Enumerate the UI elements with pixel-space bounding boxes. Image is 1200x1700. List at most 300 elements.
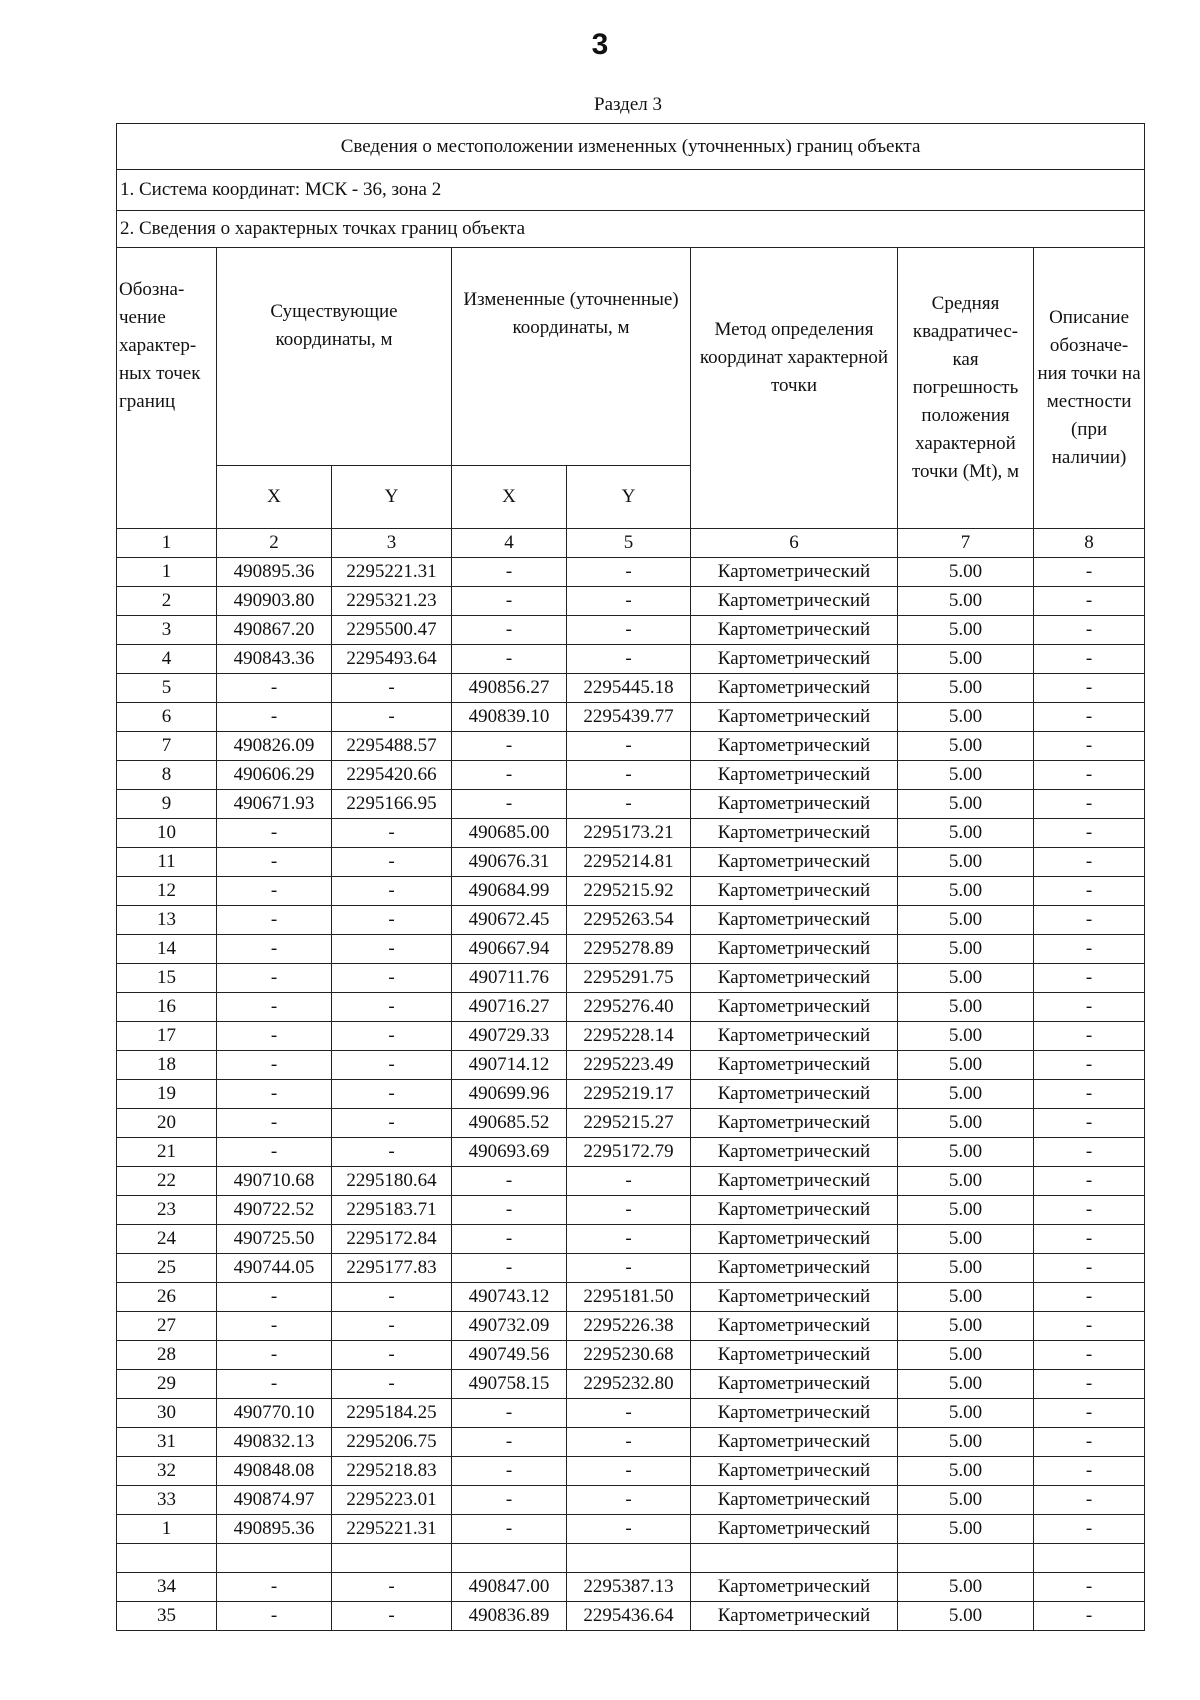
point-id-cell: 16 — [117, 993, 217, 1022]
changed-x-cell: 490667.94 — [452, 935, 567, 964]
existing-x-cell: 490671.93 — [217, 790, 332, 819]
changed-y-cell: - — [567, 616, 691, 645]
existing-x-cell: - — [217, 1341, 332, 1370]
changed-y-cell: - — [567, 558, 691, 587]
existing-x-cell: 490722.52 — [217, 1196, 332, 1225]
method-cell: Картометрический — [691, 1138, 898, 1167]
description-cell: - — [1034, 1370, 1145, 1399]
table-row — [117, 906, 1145, 935]
method-cell: Картометрический — [691, 616, 898, 645]
changed-x-cell: 490836.89 — [452, 1602, 567, 1631]
existing-x-cell: - — [217, 993, 332, 1022]
method-cell: Картометрический — [691, 1486, 898, 1515]
changed-y-cell: - — [567, 1486, 691, 1515]
changed-x-cell: - — [452, 790, 567, 819]
point-id-cell: 23 — [117, 1196, 217, 1225]
point-id-cell: 1 — [117, 1515, 217, 1544]
method-cell: Картометрический — [691, 1196, 898, 1225]
changed-x-cell: - — [452, 1486, 567, 1515]
changed-x-cell: 490856.27 — [452, 674, 567, 703]
table-row — [117, 558, 1145, 587]
changed-y-cell: - — [567, 1515, 691, 1544]
description-cell: - — [1034, 935, 1145, 964]
point-id-cell: 33 — [117, 1486, 217, 1515]
table-row — [117, 1051, 1145, 1080]
error-cell: 5.00 — [898, 1457, 1034, 1486]
point-id-cell: 8 — [117, 761, 217, 790]
changed-x-cell: - — [452, 761, 567, 790]
table-row — [117, 1544, 1145, 1573]
point-id-cell: 26 — [117, 1283, 217, 1312]
existing-y-cell: - — [332, 674, 452, 703]
point-id-cell: 30 — [117, 1399, 217, 1428]
method-cell: Картометрический — [691, 1573, 898, 1602]
existing-x-cell: - — [217, 674, 332, 703]
existing-y-cell: 2295206.75 — [332, 1428, 452, 1457]
table-title: Сведения о местоположении измененных (уточненных) границ объекта — [117, 124, 1145, 170]
table-row — [117, 935, 1145, 964]
description-cell: - — [1034, 1225, 1145, 1254]
changed-x-cell: 490711.76 — [452, 964, 567, 993]
error-cell: 5.00 — [898, 1486, 1034, 1515]
error-cell: 5.00 — [898, 732, 1034, 761]
error-cell: 5.00 — [898, 761, 1034, 790]
existing-y-cell: - — [332, 1022, 452, 1051]
point-id-cell: 19 — [117, 1080, 217, 1109]
changed-x-cell: - — [452, 1428, 567, 1457]
existing-x-cell: 490895.36 — [217, 1515, 332, 1544]
changed-y-cell: 2295226.38 — [567, 1312, 691, 1341]
method-cell: Картометрический — [691, 1225, 898, 1254]
existing-x-cell: - — [217, 1051, 332, 1080]
existing-x-cell: 490843.36 — [217, 645, 332, 674]
method-cell: Картометрический — [691, 1341, 898, 1370]
changed-x-cell: - — [452, 616, 567, 645]
point-id-cell: 18 — [117, 1051, 217, 1080]
changed-y-cell: - — [567, 587, 691, 616]
error-cell: 5.00 — [898, 587, 1034, 616]
error-cell: 5.00 — [898, 935, 1034, 964]
existing-x-cell: - — [217, 1573, 332, 1602]
existing-y-cell: - — [332, 993, 452, 1022]
method-cell: Картометрический — [691, 1080, 898, 1109]
error-cell — [898, 1544, 1034, 1573]
point-id-cell: 10 — [117, 819, 217, 848]
error-cell: 5.00 — [898, 848, 1034, 877]
column-number: 8 — [1034, 529, 1145, 558]
error-cell: 5.00 — [898, 819, 1034, 848]
existing-x-cell: 490832.13 — [217, 1428, 332, 1457]
table-row — [117, 1457, 1145, 1486]
table-row — [117, 1515, 1145, 1544]
column-number: 7 — [898, 529, 1034, 558]
changed-x-cell: 490714.12 — [452, 1051, 567, 1080]
existing-y-cell: - — [332, 1573, 452, 1602]
changed-y-cell: 2295278.89 — [567, 935, 691, 964]
error-cell: 5.00 — [898, 616, 1034, 645]
method-cell: Картометрический — [691, 1283, 898, 1312]
method-cell: Картометрический — [691, 1022, 898, 1051]
table-row — [117, 1109, 1145, 1138]
description-cell: - — [1034, 587, 1145, 616]
point-id-cell: 3 — [117, 616, 217, 645]
point-id-cell: 11 — [117, 848, 217, 877]
error-cell: 5.00 — [898, 1370, 1034, 1399]
method-cell: Картометрический — [691, 819, 898, 848]
existing-y-cell: - — [332, 906, 452, 935]
description-cell: - — [1034, 993, 1145, 1022]
existing-y-cell: 2295221.31 — [332, 1515, 452, 1544]
changed-y-cell: 2295276.40 — [567, 993, 691, 1022]
changed-y-cell: - — [567, 645, 691, 674]
existing-y-cell: - — [332, 1312, 452, 1341]
method-cell: Картометрический — [691, 790, 898, 819]
description-cell: - — [1034, 1457, 1145, 1486]
description-cell: - — [1034, 1312, 1145, 1341]
existing-y-cell: - — [332, 1080, 452, 1109]
description-cell: - — [1034, 1283, 1145, 1312]
table-row — [117, 1196, 1145, 1225]
changed-x-cell: 490672.45 — [452, 906, 567, 935]
existing-x-cell: - — [217, 848, 332, 877]
header-method: Метод определения координат характерной точки — [691, 248, 898, 529]
error-cell: 5.00 — [898, 645, 1034, 674]
changed-y-cell: 2295387.13 — [567, 1573, 691, 1602]
point-id-cell: 22 — [117, 1167, 217, 1196]
table-row — [117, 819, 1145, 848]
changed-x-cell: - — [452, 587, 567, 616]
error-cell: 5.00 — [898, 1080, 1034, 1109]
changed-y-cell: 2295215.92 — [567, 877, 691, 906]
changed-y-cell: 2295232.80 — [567, 1370, 691, 1399]
existing-y-cell: - — [332, 703, 452, 732]
existing-x-cell: - — [217, 819, 332, 848]
error-cell: 5.00 — [898, 1022, 1034, 1051]
changed-y-cell: - — [567, 1457, 691, 1486]
changed-x-cell: 490839.10 — [452, 703, 567, 732]
method-cell — [691, 1544, 898, 1573]
description-cell: - — [1034, 1573, 1145, 1602]
points-heading: 2. Сведения о характерных точках границ объекта — [117, 211, 1145, 248]
existing-x-cell: - — [217, 1312, 332, 1341]
table-row — [117, 1341, 1145, 1370]
method-cell: Картометрический — [691, 674, 898, 703]
existing-x-cell: 490826.09 — [217, 732, 332, 761]
existing-x-cell: - — [217, 964, 332, 993]
existing-y-cell: - — [332, 935, 452, 964]
description-cell: - — [1034, 1399, 1145, 1428]
existing-y-cell: - — [332, 819, 452, 848]
column-number: 4 — [452, 529, 567, 558]
changed-y-cell: - — [567, 1167, 691, 1196]
header-changed-x: X — [452, 466, 567, 529]
existing-y-cell: - — [332, 1602, 452, 1631]
table-row — [117, 1312, 1145, 1341]
description-cell: - — [1034, 558, 1145, 587]
error-cell: 5.00 — [898, 558, 1034, 587]
error-cell: 5.00 — [898, 1138, 1034, 1167]
existing-x-cell: 490867.20 — [217, 616, 332, 645]
point-id-cell: 9 — [117, 790, 217, 819]
changed-x-cell: 490699.96 — [452, 1080, 567, 1109]
method-cell: Картометрический — [691, 1109, 898, 1138]
changed-x-cell: - — [452, 1399, 567, 1428]
description-cell: - — [1034, 761, 1145, 790]
column-number: 6 — [691, 529, 898, 558]
existing-x-cell: - — [217, 1022, 332, 1051]
point-id-cell: 21 — [117, 1138, 217, 1167]
method-cell: Картометрический — [691, 906, 898, 935]
changed-x-cell: - — [452, 645, 567, 674]
method-cell: Картометрический — [691, 761, 898, 790]
method-cell: Картометрический — [691, 964, 898, 993]
existing-x-cell: 490874.97 — [217, 1486, 332, 1515]
error-cell: 5.00 — [898, 703, 1034, 732]
changed-x-cell: 490685.52 — [452, 1109, 567, 1138]
changed-y-cell: 2295214.81 — [567, 848, 691, 877]
point-id-cell: 12 — [117, 877, 217, 906]
point-id-cell: 6 — [117, 703, 217, 732]
existing-x-cell: 490710.68 — [217, 1167, 332, 1196]
existing-x-cell: 490895.36 — [217, 558, 332, 587]
changed-y-cell: 2295172.79 — [567, 1138, 691, 1167]
table-row — [117, 1602, 1145, 1631]
column-number: 2 — [217, 529, 332, 558]
point-id-cell: 1 — [117, 558, 217, 587]
existing-y-cell: - — [332, 1051, 452, 1080]
changed-y-cell: 2295223.49 — [567, 1051, 691, 1080]
existing-y-cell: - — [332, 1370, 452, 1399]
error-cell: 5.00 — [898, 1515, 1034, 1544]
existing-y-cell: 2295221.31 — [332, 558, 452, 587]
method-cell: Картометрический — [691, 703, 898, 732]
existing-x-cell: 490725.50 — [217, 1225, 332, 1254]
changed-x-cell: 490684.99 — [452, 877, 567, 906]
point-id-cell: 34 — [117, 1573, 217, 1602]
changed-y-cell: - — [567, 1428, 691, 1457]
description-cell: - — [1034, 1022, 1145, 1051]
method-cell: Картометрический — [691, 1167, 898, 1196]
existing-x-cell: - — [217, 1283, 332, 1312]
changed-x-cell: - — [452, 558, 567, 587]
column-number: 5 — [567, 529, 691, 558]
existing-y-cell: 2295166.95 — [332, 790, 452, 819]
error-cell: 5.00 — [898, 1602, 1034, 1631]
table-row — [117, 1254, 1145, 1283]
error-cell: 5.00 — [898, 877, 1034, 906]
table-row — [117, 993, 1145, 1022]
changed-y-cell: - — [567, 790, 691, 819]
point-id-cell: 35 — [117, 1602, 217, 1631]
changed-x-cell: 490749.56 — [452, 1341, 567, 1370]
table-row — [117, 1080, 1145, 1109]
method-cell: Картометрический — [691, 587, 898, 616]
description-cell: - — [1034, 1515, 1145, 1544]
point-id-cell: 2 — [117, 587, 217, 616]
existing-x-cell: 490606.29 — [217, 761, 332, 790]
existing-x-cell: - — [217, 906, 332, 935]
table-row — [117, 1428, 1145, 1457]
changed-x-cell: - — [452, 1457, 567, 1486]
table-row — [117, 1283, 1145, 1312]
changed-y-cell: 2295439.77 — [567, 703, 691, 732]
existing-y-cell: - — [332, 877, 452, 906]
changed-x-cell: - — [452, 1196, 567, 1225]
table-row — [117, 848, 1145, 877]
changed-x-cell: 490743.12 — [452, 1283, 567, 1312]
description-cell: - — [1034, 964, 1145, 993]
table-row — [117, 703, 1145, 732]
changed-x-cell: 490847.00 — [452, 1573, 567, 1602]
description-cell: - — [1034, 1254, 1145, 1283]
existing-y-cell: - — [332, 1283, 452, 1312]
changed-x-cell — [452, 1544, 567, 1573]
point-id-cell: 24 — [117, 1225, 217, 1254]
method-cell: Картометрический — [691, 1312, 898, 1341]
existing-y-cell: 2295500.47 — [332, 616, 452, 645]
header-changed-y: Y — [567, 466, 691, 529]
description-cell: - — [1034, 1486, 1145, 1515]
point-id-cell: 15 — [117, 964, 217, 993]
changed-y-cell: - — [567, 1254, 691, 1283]
changed-x-cell: 490758.15 — [452, 1370, 567, 1399]
changed-x-cell: - — [452, 1167, 567, 1196]
changed-y-cell: 2295445.18 — [567, 674, 691, 703]
table-row — [117, 1167, 1145, 1196]
table-row — [117, 1486, 1145, 1515]
error-cell: 5.00 — [898, 1196, 1034, 1225]
existing-x-cell: - — [217, 935, 332, 964]
description-cell: - — [1034, 1428, 1145, 1457]
description-cell: - — [1034, 819, 1145, 848]
existing-x-cell: - — [217, 1109, 332, 1138]
error-cell: 5.00 — [898, 1109, 1034, 1138]
existing-y-cell: - — [332, 964, 452, 993]
changed-y-cell: 2295291.75 — [567, 964, 691, 993]
existing-y-cell: - — [332, 1109, 452, 1138]
table-row — [117, 1225, 1145, 1254]
table-row — [117, 964, 1145, 993]
error-cell: 5.00 — [898, 790, 1034, 819]
error-cell: 5.00 — [898, 993, 1034, 1022]
table-row — [117, 1022, 1145, 1051]
point-id-cell: 27 — [117, 1312, 217, 1341]
changed-y-cell: 2295181.50 — [567, 1283, 691, 1312]
section-label: Раздел 3 — [594, 94, 662, 115]
existing-y-cell: 2295184.25 — [332, 1399, 452, 1428]
column-number: 3 — [332, 529, 452, 558]
changed-y-cell — [567, 1544, 691, 1573]
header-designation: Обозна- чение характер- ных точек границ — [117, 248, 217, 529]
changed-x-cell: 490676.31 — [452, 848, 567, 877]
changed-y-cell: - — [567, 1399, 691, 1428]
header-existing-x: X — [217, 466, 332, 529]
description-cell: - — [1034, 645, 1145, 674]
changed-y-cell: 2295230.68 — [567, 1341, 691, 1370]
error-cell: 5.00 — [898, 1225, 1034, 1254]
existing-y-cell: 2295420.66 — [332, 761, 452, 790]
existing-x-cell: 490848.08 — [217, 1457, 332, 1486]
changed-y-cell: - — [567, 1225, 691, 1254]
changed-x-cell: 490716.27 — [452, 993, 567, 1022]
changed-x-cell: 490693.69 — [452, 1138, 567, 1167]
description-cell: - — [1034, 674, 1145, 703]
table-row — [117, 587, 1145, 616]
point-id-cell: 4 — [117, 645, 217, 674]
changed-y-cell: 2295436.64 — [567, 1602, 691, 1631]
method-cell: Картометрический — [691, 558, 898, 587]
column-number: 1 — [117, 529, 217, 558]
error-cell: 5.00 — [898, 1573, 1034, 1602]
description-cell: - — [1034, 848, 1145, 877]
description-cell: - — [1034, 1167, 1145, 1196]
description-cell: - — [1034, 1051, 1145, 1080]
point-id-cell: 29 — [117, 1370, 217, 1399]
description-cell: - — [1034, 732, 1145, 761]
table-row — [117, 1138, 1145, 1167]
coord-system: 1. Система координат: МСК - 36, зона 2 — [117, 170, 1145, 211]
existing-x-cell: - — [217, 1080, 332, 1109]
table-row — [117, 1370, 1145, 1399]
description-cell — [1034, 1544, 1145, 1573]
table-row — [117, 732, 1145, 761]
changed-x-cell: 490729.33 — [452, 1022, 567, 1051]
changed-y-cell: 2295173.21 — [567, 819, 691, 848]
point-id-cell: 28 — [117, 1341, 217, 1370]
description-cell: - — [1034, 1602, 1145, 1631]
changed-x-cell: - — [452, 1225, 567, 1254]
error-cell: 5.00 — [898, 1341, 1034, 1370]
point-id-cell — [117, 1544, 217, 1573]
existing-y-cell: 2295493.64 — [332, 645, 452, 674]
error-cell: 5.00 — [898, 1428, 1034, 1457]
error-cell: 5.00 — [898, 1283, 1034, 1312]
existing-y-cell — [332, 1544, 452, 1573]
method-cell: Картометрический — [691, 848, 898, 877]
description-cell: - — [1034, 877, 1145, 906]
point-id-cell: 31 — [117, 1428, 217, 1457]
description-cell: - — [1034, 1341, 1145, 1370]
error-cell: 5.00 — [898, 1399, 1034, 1428]
existing-y-cell: 2295172.84 — [332, 1225, 452, 1254]
point-id-cell: 25 — [117, 1254, 217, 1283]
existing-x-cell: 490770.10 — [217, 1399, 332, 1428]
existing-x-cell: - — [217, 703, 332, 732]
existing-x-cell: 490744.05 — [217, 1254, 332, 1283]
page-number: 3 — [591, 28, 609, 61]
existing-y-cell: 2295183.71 — [332, 1196, 452, 1225]
description-cell: - — [1034, 1109, 1145, 1138]
changed-x-cell: - — [452, 732, 567, 761]
table-row — [117, 645, 1145, 674]
table-row — [117, 790, 1145, 819]
method-cell: Картометрический — [691, 1457, 898, 1486]
existing-y-cell: - — [332, 1341, 452, 1370]
error-cell: 5.00 — [898, 964, 1034, 993]
method-cell: Картометрический — [691, 1602, 898, 1631]
header-existing-coords: Существующие координаты, м — [217, 248, 452, 466]
changed-y-cell: - — [567, 761, 691, 790]
method-cell: Картометрический — [691, 935, 898, 964]
changed-x-cell: - — [452, 1515, 567, 1544]
point-id-cell: 7 — [117, 732, 217, 761]
method-cell: Картометрический — [691, 877, 898, 906]
point-id-cell: 20 — [117, 1109, 217, 1138]
description-cell: - — [1034, 1080, 1145, 1109]
method-cell: Картометрический — [691, 1428, 898, 1457]
error-cell: 5.00 — [898, 1312, 1034, 1341]
existing-x-cell: - — [217, 1370, 332, 1399]
